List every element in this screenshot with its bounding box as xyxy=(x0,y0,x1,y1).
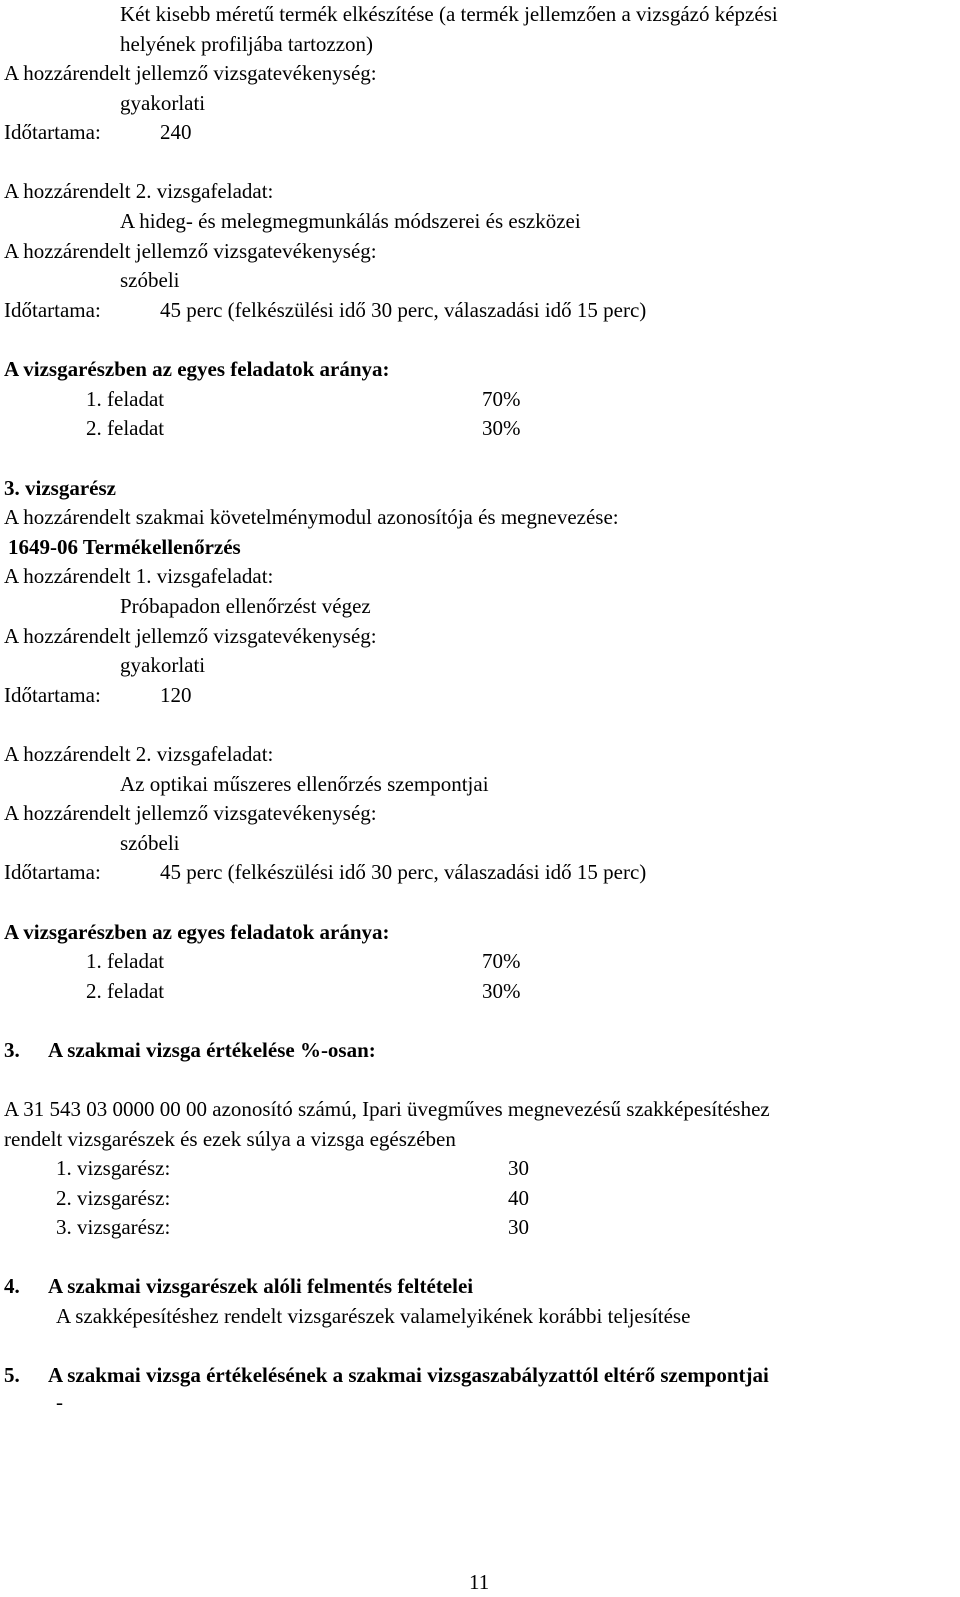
duration-value: 45 perc (felkészülési idő 30 perc, válaszadási idő 15 perc) xyxy=(160,860,647,884)
activity-value: gyakorlati xyxy=(120,91,206,115)
activity-label: A hozzárendelt jellemző vizsgatevékenység: xyxy=(4,61,377,85)
ratio-task: 1. feladat xyxy=(86,949,165,973)
product-description-line-2: helyének profiljába tartozzon) xyxy=(120,32,374,56)
weight-value: 30 xyxy=(508,1156,529,1180)
duration-value: 240 xyxy=(160,120,192,144)
ratio-row xyxy=(86,387,521,411)
activity-value: szóbeli xyxy=(120,268,180,292)
ratio-percent: 30% xyxy=(482,979,521,1003)
ratio-heading: A vizsgarészben az egyes feladatok aránya: xyxy=(4,357,390,381)
weight-row xyxy=(56,1156,529,1180)
activity-label: A hozzárendelt jellemző vizsgatevékenység: xyxy=(4,624,377,648)
weight-value: 30 xyxy=(508,1215,529,1239)
weight-row xyxy=(56,1186,529,1210)
duration-row xyxy=(4,683,192,707)
page-number: 11 xyxy=(469,1570,490,1594)
duration-label: Időtartama: xyxy=(4,298,101,322)
evaluation-heading-row xyxy=(4,1038,376,1062)
weight-value: 40 xyxy=(508,1186,529,1210)
deviation-text: - xyxy=(56,1390,63,1414)
task-2-label: A hozzárendelt 2. vizsgafeladat: xyxy=(4,742,274,766)
ratio-percent: 30% xyxy=(482,416,521,440)
weight-part: 2. vizsgarész: xyxy=(56,1186,171,1210)
exemption-text: A szakképesítéshez rendelt vizsgarészek valamelyikének korábbi teljesítése xyxy=(56,1304,691,1328)
task-1-title: Próbapadon ellenőrzést végez xyxy=(120,594,371,618)
duration-value: 120 xyxy=(160,683,192,707)
ratio-row xyxy=(86,949,521,973)
evaluation-intro-line-1: A 31 543 03 0000 00 00 azonosító számú, Ipari üvegműves megnevezésű szakképesítéshez xyxy=(4,1097,770,1121)
task-2-label: A hozzárendelt 2. vizsgafeladat: xyxy=(4,179,274,203)
section-3-heading: 3. vizsgarész xyxy=(4,476,116,500)
exemption-number: 4. xyxy=(4,1274,20,1298)
activity-label: A hozzárendelt jellemző vizsgatevékenység: xyxy=(4,239,377,263)
weight-row xyxy=(56,1215,529,1239)
ratio-percent: 70% xyxy=(482,387,521,411)
evaluation-heading: A szakmai vizsga értékelése %-osan: xyxy=(48,1038,376,1062)
duration-row xyxy=(4,120,192,144)
evaluation-intro-line-2: rendelt vizsgarészek és ezek súlya a vizsga egészében xyxy=(4,1127,456,1151)
duration-label: Időtartama: xyxy=(4,683,101,707)
deviation-heading: A szakmai vizsga értékelésének a szakmai vizsgaszabályzattól eltérő szempontjai xyxy=(48,1363,769,1387)
activity-label: A hozzárendelt jellemző vizsgatevékenység: xyxy=(4,801,377,825)
deviation-number: 5. xyxy=(4,1363,20,1387)
duration-label: Időtartama: xyxy=(4,860,101,884)
task-1-label: A hozzárendelt 1. vizsgafeladat: xyxy=(4,564,274,588)
ratio-task: 2. feladat xyxy=(86,416,165,440)
exemption-heading: A szakmai vizsgarészek alóli felmentés feltételei xyxy=(48,1274,474,1298)
module-name: 1649-06 Termékellenőrzés xyxy=(8,535,241,559)
module-label: A hozzárendelt szakmai követelménymodul azonosítója és megnevezése: xyxy=(4,505,619,529)
duration-row xyxy=(4,860,647,884)
ratio-row xyxy=(86,416,521,440)
activity-value: gyakorlati xyxy=(120,653,206,677)
weight-part: 3. vizsgarész: xyxy=(56,1215,171,1239)
task-2-title: A hideg- és melegmegmunkálás módszerei és eszközei xyxy=(120,209,581,233)
evaluation-number: 3. xyxy=(4,1038,20,1062)
ratio-row xyxy=(86,979,521,1003)
activity-value: szóbeli xyxy=(120,831,180,855)
task-2-title: Az optikai műszeres ellenőrzés szempontjai xyxy=(120,772,489,796)
ratio-task: 2. feladat xyxy=(86,979,165,1003)
deviation-heading-row xyxy=(4,1363,769,1387)
duration-value: 45 perc (felkészülési idő 30 perc, válaszadási idő 15 perc) xyxy=(160,298,647,322)
product-description-line-1: Két kisebb méretű termék elkészítése (a termék jellemzően a vizsgázó képzési xyxy=(120,2,778,26)
ratio-heading: A vizsgarészben az egyes feladatok aránya: xyxy=(4,920,390,944)
duration-row xyxy=(4,298,647,322)
duration-label: Időtartama: xyxy=(4,120,101,144)
ratio-task: 1. feladat xyxy=(86,387,165,411)
ratio-percent: 70% xyxy=(482,949,521,973)
weight-part: 1. vizsgarész: xyxy=(56,1156,171,1180)
exemption-heading-row xyxy=(4,1274,474,1298)
